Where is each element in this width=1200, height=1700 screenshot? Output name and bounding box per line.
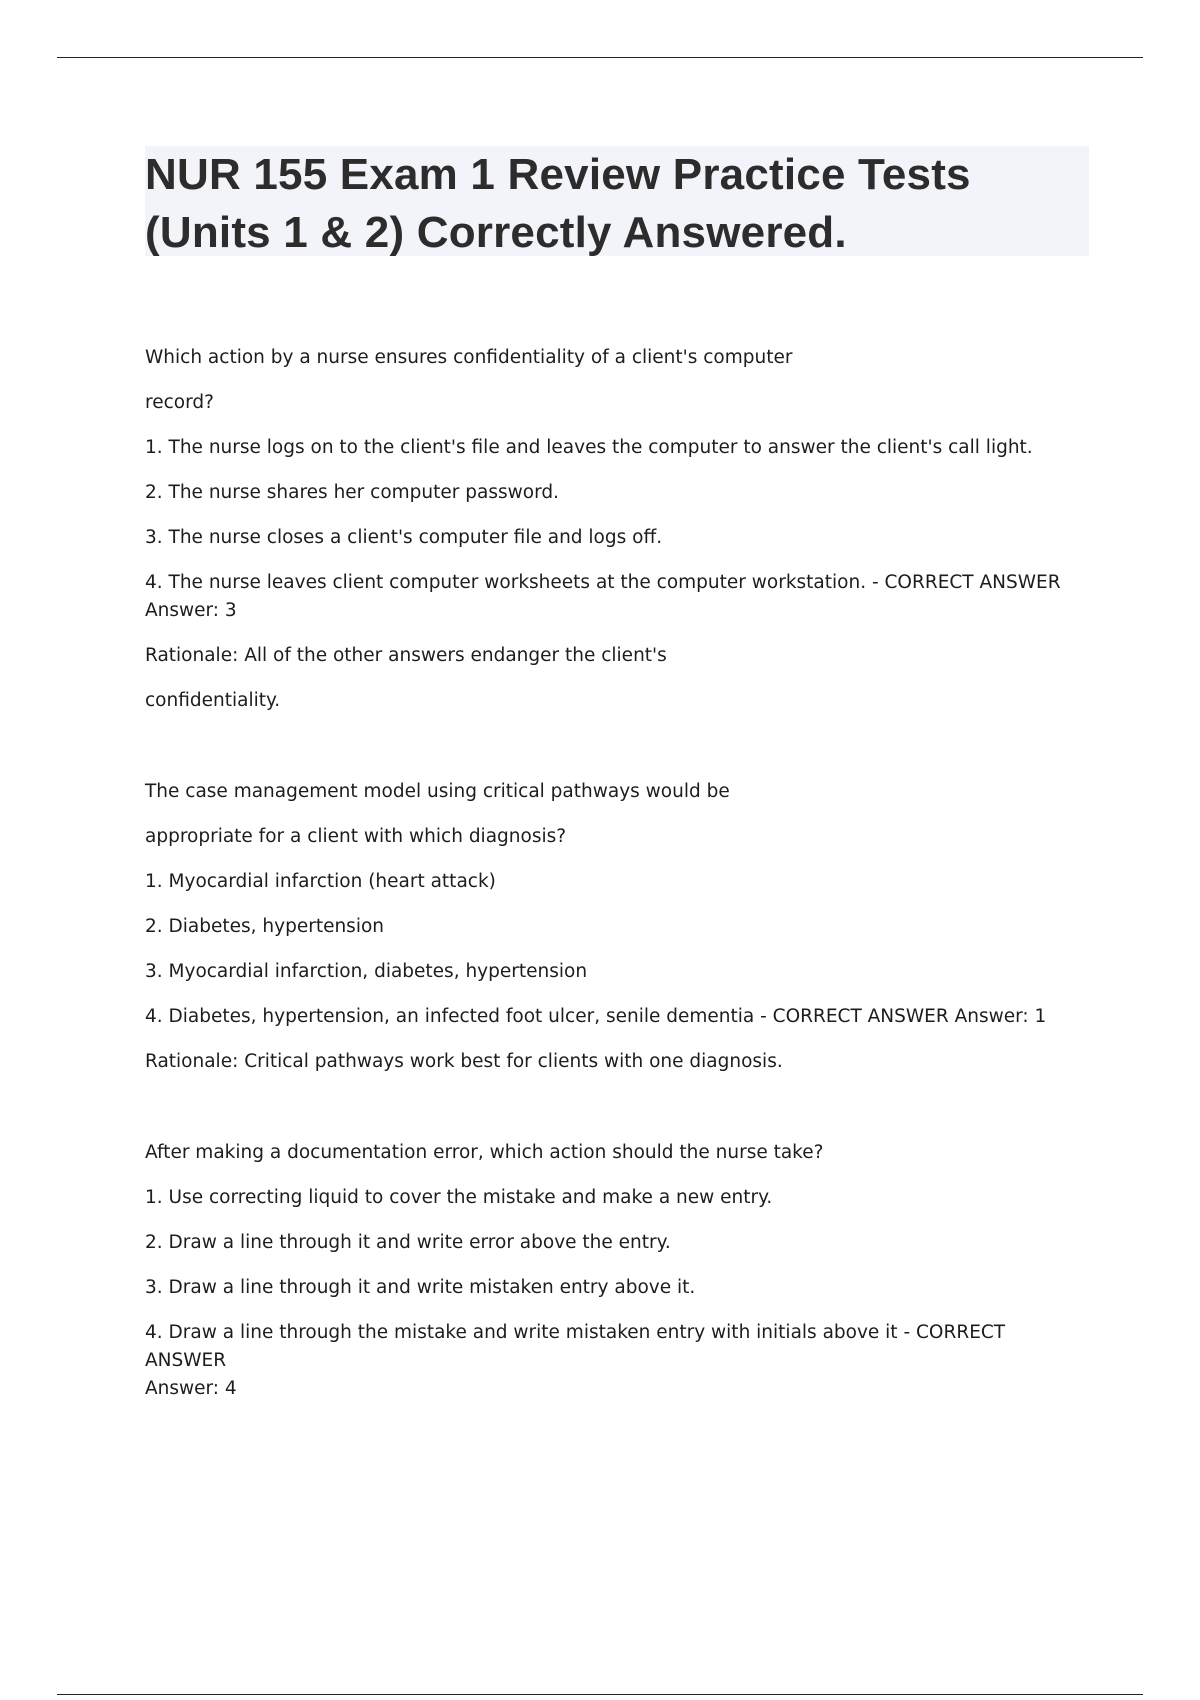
question-3-option-4: 4. Draw a line through the mistake and write mistaken entry with initials above it - CORRECT ANSWER	[145, 1322, 1006, 1371]
question-1-rationale-line-2: confidentiality.	[145, 690, 281, 711]
question-1	[145, 344, 1085, 715]
title-line-1: NUR 155 Exam 1 Review Practice Tests	[145, 150, 971, 199]
question-3-option-3: 3. Draw a line through it and write mistaken entry above it.	[145, 1277, 696, 1298]
question-1-option-4: 4. The nurse leaves client computer worksheets at the computer workstation. - CORRECT ANSWER	[145, 572, 1061, 593]
question-2-option-3: 3. Myocardial infarction, diabetes, hypertension	[145, 961, 588, 982]
question-3-option-1: 1. Use correcting liquid to cover the mistake and make a new entry.	[145, 1187, 773, 1208]
question-1-stem-line-2: record?	[145, 392, 214, 413]
question-3-stem: After making a documentation error, which action should the nurse take?	[145, 1142, 824, 1163]
question-1-option-2: 2. The nurse shares her computer password.	[145, 482, 559, 503]
question-2-option-4: 4. Diabetes, hypertension, an infected foot ulcer, senile dementia - CORRECT ANSWER Answer: 1	[145, 1006, 1047, 1027]
question-3-answer: Answer: 4	[145, 1378, 237, 1399]
question-3	[145, 1139, 1085, 1403]
question-1-stem-line-1: Which action by a nurse ensures confidentiality of a client's computer	[145, 347, 793, 368]
title-line-2: (Units 1 & 2) Correctly Answered.	[145, 208, 847, 257]
question-2-option-2: 2. Diabetes, hypertension	[145, 916, 385, 937]
document-body	[145, 344, 1085, 1403]
question-2-stem-line-2: appropriate for a client with which diagnosis?	[145, 826, 567, 847]
question-1-rationale-line-1: Rationale: All of the other answers endanger the client's	[145, 645, 667, 666]
question-1-option-3: 3. The nurse closes a client's computer file and logs off.	[145, 527, 663, 548]
question-1-answer: Answer: 3	[145, 600, 237, 621]
document-title	[145, 146, 1089, 262]
bottom-rule	[57, 1694, 1143, 1695]
question-2-stem-line-1: The case management model using critical pathways would be	[145, 781, 730, 802]
question-2	[145, 778, 1085, 1076]
question-3-option-2: 2. Draw a line through it and write error above the entry.	[145, 1232, 671, 1253]
title-block	[145, 146, 1089, 256]
top-rule	[57, 57, 1143, 58]
question-1-option-1: 1. The nurse logs on to the client's file and leaves the computer to answer the client's call light.	[145, 437, 1033, 458]
question-2-rationale: Rationale: Critical pathways work best for clients with one diagnosis.	[145, 1051, 783, 1072]
question-2-option-1: 1. Myocardial infarction (heart attack)	[145, 871, 496, 892]
